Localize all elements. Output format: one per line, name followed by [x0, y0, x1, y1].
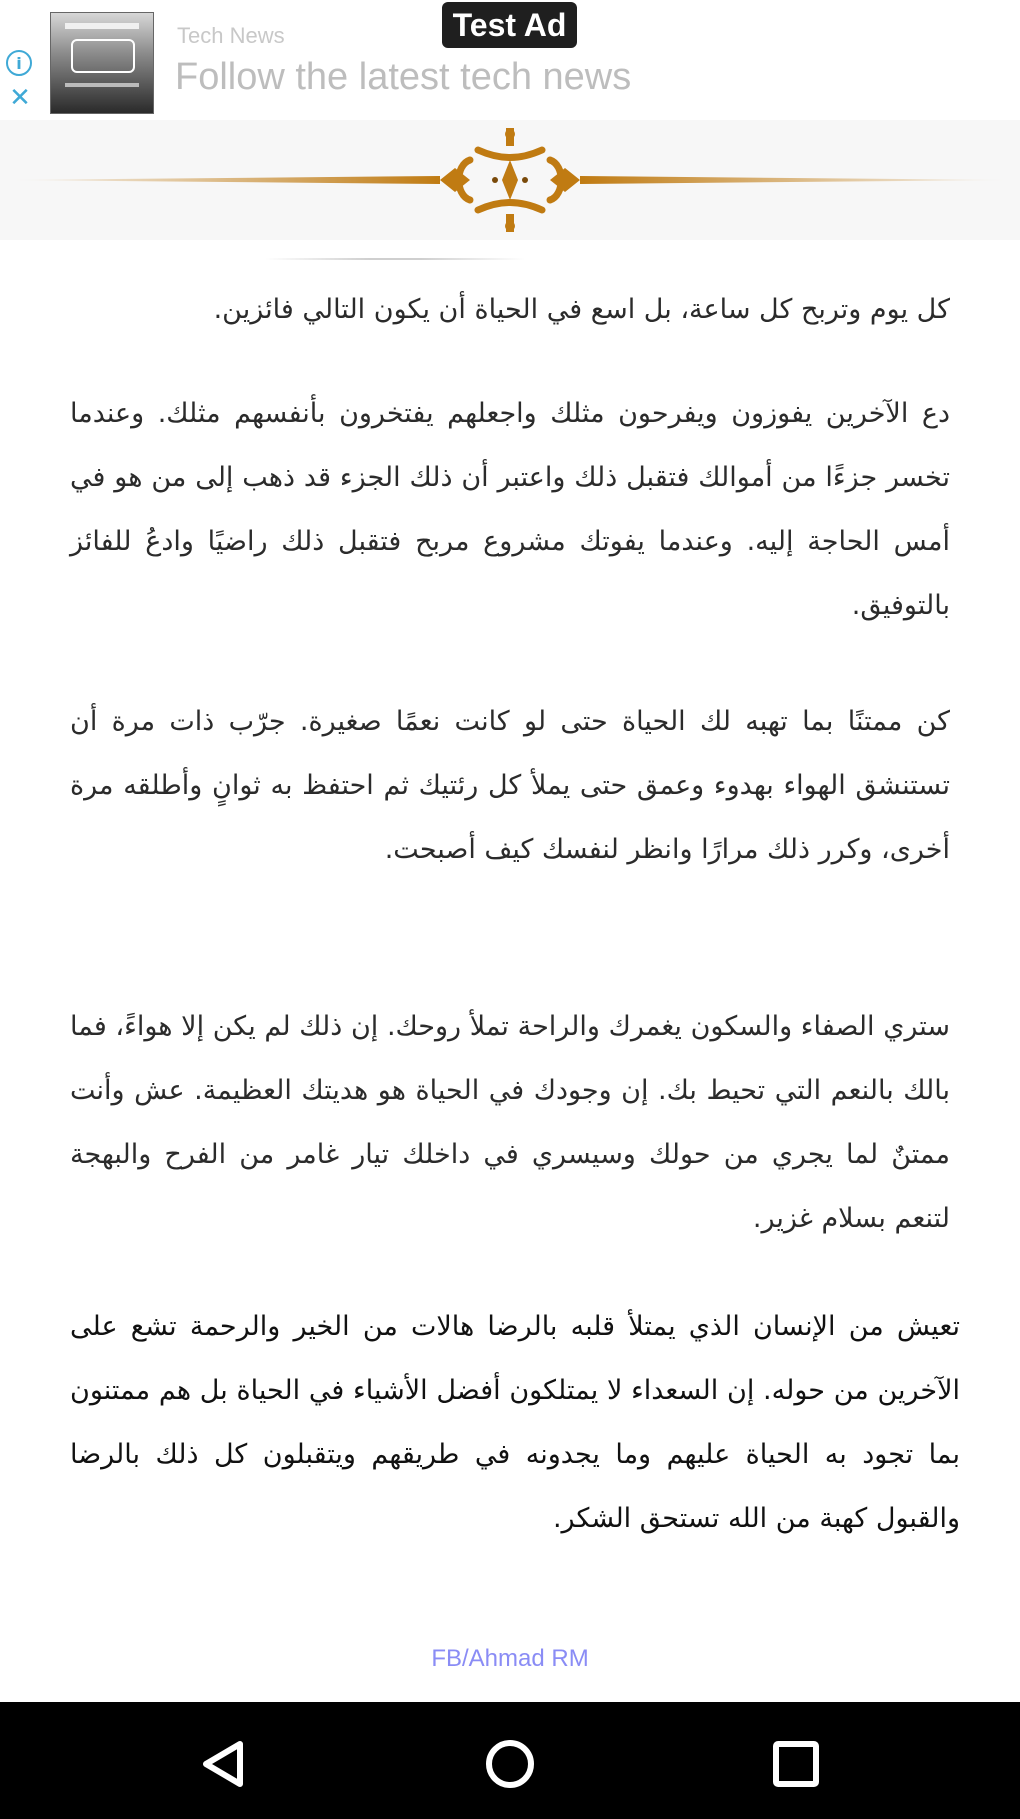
ad-subtitle[interactable]: Follow the latest tech news	[175, 56, 632, 98]
author-credit-link[interactable]: FB/Ahmad RM	[431, 1645, 589, 1672]
article-paragraph: دع الآخرين يفوزون ويفرحون مثلك واجعلهم يفتخرون بأنفسهم مثلك. وعندما تخسر جزءًا من أموالك فتقبل ذلك واعتبر أن ذلك الجزء قد ذهب إلى من هو في أمس الحاجة إليه. وعندما يفوتك مشروع مربح فتقبل ذلك راضيًا وادعُ للفائز بالتوفيق.	[70, 398, 950, 621]
article-paragraph: كن ممتنًا بما تهبه لك الحياة حتى لو كانت نعمًا صغيرة. جرّب ذات مرة أن تستنشق الهواء بهدوء وعمق حتى يملأ كل رئتيك ثم احتفظ به ثوانٍ وأطلقه مرة أخرى، وكرر ذلك مرارًا وانظر لنفسك كيف أصبحت.	[70, 706, 950, 865]
back-triangle-icon[interactable]	[196, 1736, 252, 1792]
article-paragraph: كل يوم وتربح كل ساعة، بل اسع في الحياة أن يكون التالي فائزين.	[213, 294, 950, 325]
ad-close-icon[interactable]: ✕	[9, 83, 31, 113]
ad-banner[interactable]	[0, 0, 1020, 120]
recent-square-icon[interactable]	[768, 1736, 824, 1792]
article-paragraph: تعيش من الإنسان الذي يمتلأ قلبه بالرضا هالات من الخير والرحمة تشع على الآخرين من حوله. إن السعداء لا يمتلكون أفضل الأشياء في الحياة بل هم ممتنون بما تجود به الحياة عليهم وما يجدونه في طريقهم ويتقبلون كل ذلك بالرضا والقبول كهبة من الله تستحق الشكر.	[70, 1311, 960, 1534]
ad-title[interactable]: Tech News	[177, 23, 285, 48]
divider	[265, 258, 525, 260]
ornament-header	[0, 120, 1020, 240]
ad-thumbnail-image[interactable]	[50, 12, 154, 114]
system-navigation-bar	[0, 1702, 1020, 1819]
ad-info-icon[interactable]: i	[6, 50, 32, 76]
ad-test-badge: Test Ad	[442, 2, 577, 48]
home-circle-icon[interactable]	[482, 1736, 538, 1792]
ornament-divider-icon	[0, 120, 1020, 240]
article-paragraph: ستري الصفاء والسكون يغمرك والراحة تملأ روحك. إن ذلك لم يكن إلا هواءً، فما بالك بالنعم التي تحيط بك. إن وجودك في الحياة هو هديتك العظيمة. عش وأنت ممتنٌ لما يجري من حولك وسيسري في داخلك تيار غامر من الفرح والبهجة لتنعم بسلام غزير.	[70, 1011, 950, 1234]
